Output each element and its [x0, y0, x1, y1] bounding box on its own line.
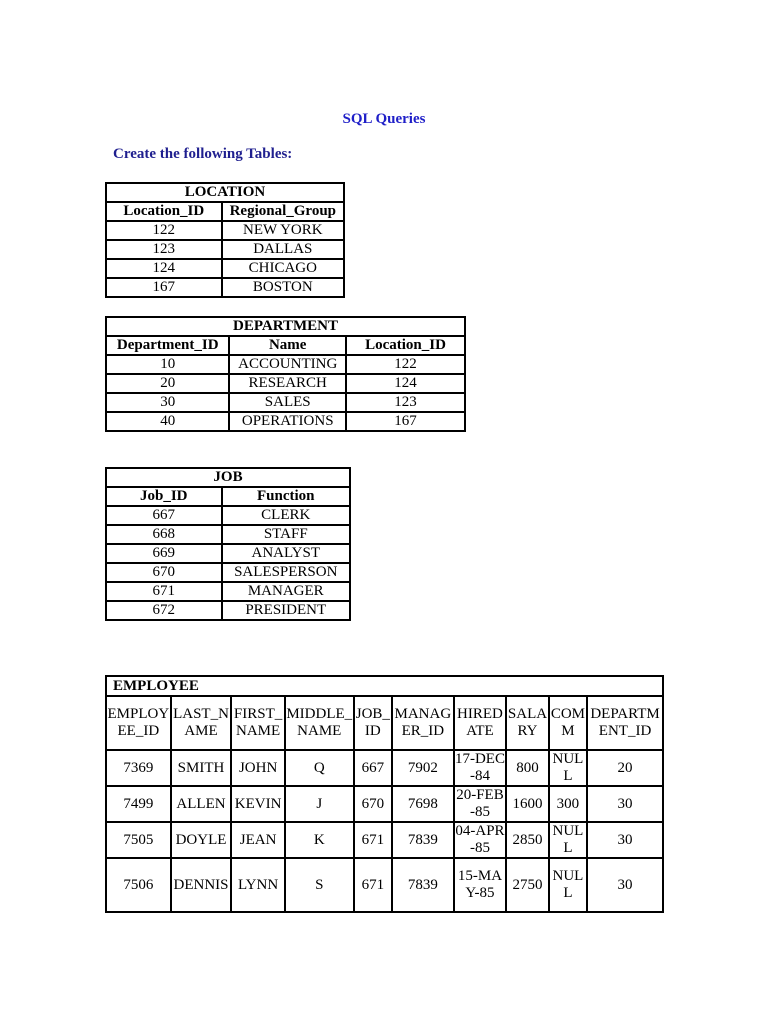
table-cell: 2850 [506, 822, 548, 858]
table-cell: 670 [354, 786, 392, 822]
table-cell: OPERATIONS [229, 412, 346, 431]
table-cell: 123 [106, 240, 222, 259]
employee-table [105, 675, 664, 913]
table-cell: SMITH [171, 750, 232, 786]
table-cell: NEW YORK [222, 221, 344, 240]
column-header: Function [222, 487, 350, 506]
table-cell: 40 [106, 412, 229, 431]
table-cell: ANALYST [222, 544, 350, 563]
table-row [106, 355, 465, 374]
table-row [106, 858, 663, 912]
column-header: Department_ID [106, 336, 229, 355]
table-cell: 672 [106, 601, 222, 620]
table-row [106, 506, 350, 525]
table-cell: JOHN [231, 750, 285, 786]
table-cell: BOSTON [222, 278, 344, 297]
column-header: FIRST_NAME [231, 696, 285, 750]
table-row [106, 278, 344, 297]
table-row [106, 221, 344, 240]
table-cell: 167 [106, 278, 222, 297]
table-cell: 20 [106, 374, 229, 393]
table-caption: LOCATION [106, 183, 344, 202]
table-cell: 20-FEB-85 [454, 786, 507, 822]
column-header: Name [229, 336, 346, 355]
table-cell: NULL [549, 750, 587, 786]
table-cell: 123 [346, 393, 465, 412]
instructions-heading: Create the following Tables: [113, 146, 293, 162]
table-cell: KEVIN [231, 786, 285, 822]
table-cell: 30 [587, 858, 663, 912]
table-cell: LYNN [231, 858, 285, 912]
column-header: LAST_NAME [171, 696, 232, 750]
table-cell: 7839 [392, 822, 454, 858]
column-header: EMPLOYEE_ID [106, 696, 171, 750]
table-caption: DEPARTMENT [106, 317, 465, 336]
table-cell: 2750 [506, 858, 548, 912]
table-cell: ACCOUNTING [229, 355, 346, 374]
table-cell: 669 [106, 544, 222, 563]
table-cell: STAFF [222, 525, 350, 544]
table-cell: 7505 [106, 822, 171, 858]
table-cell: DENNIS [171, 858, 232, 912]
table-cell: K [285, 822, 354, 858]
table-cell: 122 [346, 355, 465, 374]
table-row [106, 412, 465, 431]
table-cell: NULL [549, 822, 587, 858]
table-cell: 7902 [392, 750, 454, 786]
table-cell: 667 [106, 506, 222, 525]
table-cell: J [285, 786, 354, 822]
table-row [106, 750, 663, 786]
table-cell: 7839 [392, 858, 454, 912]
table-caption: EMPLOYEE [106, 676, 663, 696]
table-cell: DALLAS [222, 240, 344, 259]
table-cell: ALLEN [171, 786, 232, 822]
column-header: HIREDATE [454, 696, 507, 750]
table-cell: PRESIDENT [222, 601, 350, 620]
table-cell: SALES [229, 393, 346, 412]
table-cell: 30 [587, 786, 663, 822]
table-cell: NULL [549, 858, 587, 912]
table-row [106, 563, 350, 582]
table-cell: 30 [106, 393, 229, 412]
column-header: JOB_ID [354, 696, 392, 750]
table-cell: 671 [106, 582, 222, 601]
table-cell: 10 [106, 355, 229, 374]
table-cell: 124 [106, 259, 222, 278]
table-cell: Q [285, 750, 354, 786]
table-cell: 668 [106, 525, 222, 544]
table-cell: 7698 [392, 786, 454, 822]
table-cell: 124 [346, 374, 465, 393]
table-row [106, 240, 344, 259]
column-header: MANAGER_ID [392, 696, 454, 750]
table-caption: JOB [106, 468, 350, 487]
table-cell: JEAN [231, 822, 285, 858]
table-cell: CLERK [222, 506, 350, 525]
job-table [105, 467, 351, 621]
table-row [106, 259, 344, 278]
table-cell: 04-APR-85 [455, 823, 505, 856]
table-cell: 20 [587, 750, 663, 786]
table-row [106, 822, 663, 858]
column-header: MIDDLE_NAME [285, 696, 354, 750]
table-cell: 671 [354, 822, 392, 858]
table-cell: 17-DEC-84 [454, 751, 505, 784]
page-title: SQL Queries [342, 111, 426, 127]
table-cell: 30 [587, 822, 663, 858]
column-header: SALARY [506, 696, 548, 750]
table-cell: 7369 [106, 750, 171, 786]
column-header: COMM [549, 696, 587, 750]
table-cell: RESEARCH [229, 374, 346, 393]
table-cell: 671 [354, 858, 392, 912]
department-table [105, 316, 466, 432]
column-header: Regional_Group [222, 202, 344, 221]
table-cell: 800 [506, 750, 548, 786]
column-header: DEPARTMENT_ID [587, 696, 663, 750]
column-header: Location_ID [106, 202, 222, 221]
table-row [106, 374, 465, 393]
table-cell: 670 [106, 563, 222, 582]
table-cell: 7499 [106, 786, 171, 822]
column-header: Location_ID [346, 336, 465, 355]
table-row [106, 544, 350, 563]
table-cell: SALESPERSON [222, 563, 350, 582]
table-cell: 300 [549, 786, 587, 822]
table-cell: 1600 [506, 786, 548, 822]
table-cell: 167 [346, 412, 465, 431]
table-cell: 122 [106, 221, 222, 240]
table-cell: 667 [354, 750, 392, 786]
table-cell: S [285, 858, 354, 912]
column-header: Job_ID [106, 487, 222, 506]
table-row [106, 582, 350, 601]
table-cell: 7506 [106, 858, 171, 912]
table-cell: CHICAGO [222, 259, 344, 278]
location-table [105, 182, 345, 298]
table-row [106, 601, 350, 620]
table-cell: MANAGER [222, 582, 350, 601]
table-row [106, 786, 663, 822]
table-row [106, 393, 465, 412]
table-row [106, 525, 350, 544]
table-cell: DOYLE [171, 822, 232, 858]
table-cell: 15-MAY-85 [454, 858, 507, 912]
